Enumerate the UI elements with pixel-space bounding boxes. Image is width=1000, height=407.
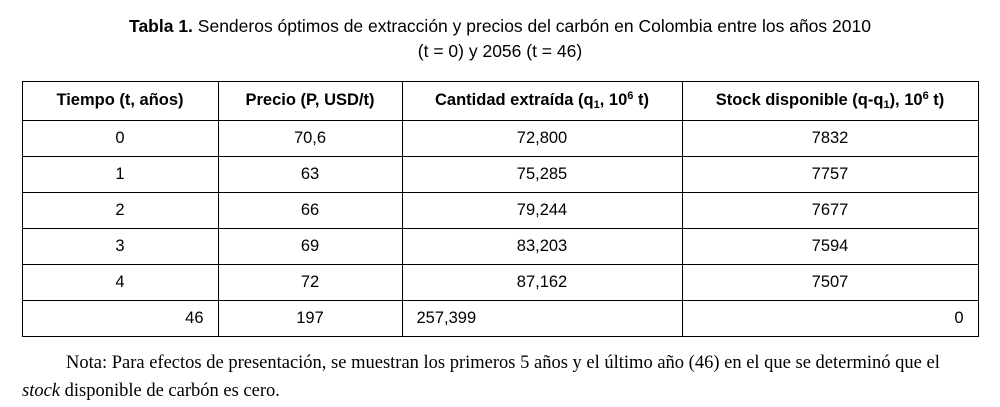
cantidad-text-after: , 10 — [599, 91, 628, 110]
note-emphasis: stock — [22, 380, 61, 401]
stock-superscript: 6 — [922, 90, 929, 103]
caption-label: Tabla 1. — [129, 16, 193, 36]
stock-text-after: ), 10 — [889, 91, 923, 110]
cell-tiempo: 46 — [22, 300, 218, 336]
caption-line-1 — [60, 14, 940, 39]
cell-tiempo: 0 — [22, 120, 218, 156]
stock-text-end: t) — [928, 91, 945, 110]
table-row — [22, 228, 978, 264]
cell-precio: 72 — [218, 264, 402, 300]
cell-tiempo: 3 — [22, 228, 218, 264]
cell-cantidad: 79,244 — [402, 192, 682, 228]
table-row — [22, 156, 978, 192]
cell-stock: 7677 — [682, 192, 978, 228]
cell-precio: 197 — [218, 300, 402, 336]
cell-cantidad: 83,203 — [402, 228, 682, 264]
cell-cantidad: 72,800 — [402, 120, 682, 156]
caption-text-1: Senderos óptimos de extracción y precios del carbón en Colombia entre los años 2010 — [192, 16, 871, 36]
cell-stock: 7507 — [682, 264, 978, 300]
caption-line-2: (t = 0) y 2056 (t = 46) — [417, 41, 583, 62]
note-text-part2: disponible de carbón es cero. — [60, 380, 280, 401]
cell-precio: 70,6 — [218, 120, 402, 156]
cell-precio: 69 — [218, 228, 402, 264]
table-row — [22, 192, 978, 228]
cell-cantidad: 257,399 — [402, 300, 682, 336]
table-body — [22, 120, 978, 336]
column-header-stock — [682, 81, 978, 120]
cell-stock: 7757 — [682, 156, 978, 192]
cantidad-subscript: 1 — [593, 99, 600, 112]
cantidad-text-end: t) — [633, 91, 649, 110]
table-header — [22, 81, 978, 120]
table-row-last — [22, 300, 978, 336]
cantidad-text-before: Cantidad extraída (q — [435, 91, 594, 110]
cantidad-superscript: 6 — [627, 90, 634, 103]
table-header-row — [22, 81, 978, 120]
table-note — [22, 350, 974, 406]
cell-cantidad: 75,285 — [402, 156, 682, 192]
note-text-part1: Nota: Para efectos de presentación, se muestran los primeros 5 años y el último año (46) en el que se determinó que el — [66, 352, 940, 373]
column-header-cantidad — [402, 81, 682, 120]
table-row — [22, 264, 978, 300]
cell-cantidad: 87,162 — [402, 264, 682, 300]
column-header-precio: Precio (P, USD/t) — [218, 81, 402, 120]
stock-subscript: 1 — [883, 99, 890, 112]
cell-precio: 63 — [218, 156, 402, 192]
table-row — [22, 120, 978, 156]
cell-tiempo: 2 — [22, 192, 218, 228]
cell-stock: 7594 — [682, 228, 978, 264]
table-caption — [0, 0, 1000, 65]
cell-stock: 7832 — [682, 120, 978, 156]
cell-tiempo: 1 — [22, 156, 218, 192]
cell-precio: 66 — [218, 192, 402, 228]
cell-tiempo: 4 — [22, 264, 218, 300]
data-table — [22, 81, 979, 337]
stock-text-before: Stock disponible (q-q — [715, 91, 884, 110]
column-header-tiempo: Tiempo (t, años) — [22, 81, 218, 120]
cell-stock: 0 — [682, 300, 978, 336]
